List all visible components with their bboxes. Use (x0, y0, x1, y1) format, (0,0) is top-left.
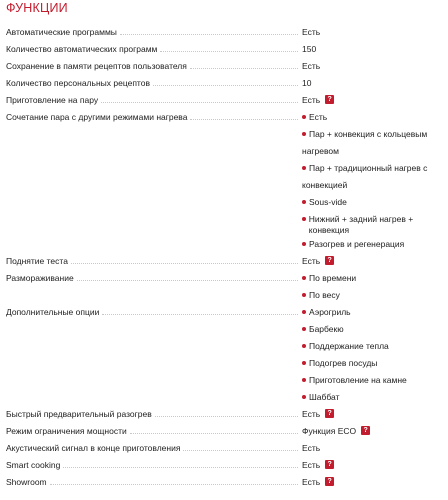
spec-value-cell (302, 92, 448, 109)
spec-value-cell (302, 75, 448, 92)
spec-value-cell (302, 253, 448, 270)
spec-label-cell (6, 457, 302, 474)
spec-value: Есть (302, 256, 321, 266)
dotted-leader (153, 78, 298, 86)
spec-label: Акустический сигнал в конце приготовления (6, 443, 181, 453)
spec-list-item (302, 287, 448, 304)
spec-label-cell (6, 92, 302, 109)
spec-value-cell (302, 41, 448, 58)
spec-row (6, 406, 448, 423)
spec-list-item-text: Пар + традиционный нагрев с конвекцией (302, 163, 428, 190)
red-dot-icon (302, 293, 306, 297)
spec-label-cell (6, 474, 302, 491)
dotted-leader (50, 477, 298, 485)
spec-value: Есть (302, 460, 321, 470)
spec-label-cell (6, 75, 302, 92)
spec-value: Функция ECO (302, 426, 357, 436)
spec-label: Showroom (6, 477, 47, 487)
spec-list-item-text: Поддержание тепла (309, 341, 389, 351)
spec-row (6, 75, 448, 92)
spec-label: Режим ограничения мощности (6, 426, 127, 436)
spec-label: Размораживание (6, 273, 74, 283)
spec-value-cell (302, 304, 448, 406)
spec-list-item-text: По времени (309, 273, 357, 283)
red-dot-icon (302, 276, 306, 280)
spec-label: Smart cooking (6, 460, 61, 470)
spec-list-item (302, 126, 448, 160)
red-dot-icon (302, 217, 306, 221)
spec-list-item-text: По весу (309, 290, 340, 300)
section-title: ФУНКЦИИ (6, 1, 68, 15)
spec-value-cell (302, 109, 448, 253)
spec-value-line (302, 58, 448, 75)
spec-list-item-text: Sous-vide (309, 197, 347, 207)
spec-value-line (302, 24, 448, 41)
spec-value-line (302, 406, 448, 423)
spec-value-line (302, 41, 448, 58)
spec-label: Быстрый предварительный разогрев (6, 409, 152, 419)
spec-row (6, 474, 448, 491)
spec-value-line (302, 474, 448, 491)
spec-value: 10 (302, 78, 312, 88)
spec-list-item (302, 372, 448, 389)
spec-list-item (302, 211, 448, 236)
spec-value-line (302, 440, 448, 457)
spec-label: Дополнительные опции (6, 307, 100, 317)
spec-value-cell (302, 406, 448, 423)
spec-list-item-text: Подогрев посуды (309, 358, 378, 368)
spec-value-line (302, 423, 448, 440)
spec-value-cell (302, 457, 448, 474)
question-mark-icon[interactable]: ? (325, 460, 334, 469)
spec-list-item (302, 160, 448, 194)
red-dot-icon (302, 200, 306, 204)
spec-value: Есть (302, 443, 321, 453)
spec-row (6, 440, 448, 457)
spec-value-line (302, 253, 448, 270)
dotted-leader (190, 112, 298, 120)
question-mark-icon[interactable]: ? (361, 426, 370, 435)
question-mark-icon[interactable]: ? (325, 256, 334, 265)
spec-row (6, 58, 448, 75)
spec-list-item-text: Пар + конвекция с кольцевым нагревом (302, 129, 428, 156)
dotted-leader (130, 426, 298, 434)
dotted-leader (155, 409, 298, 417)
spec-row (6, 92, 448, 109)
spec-label-cell (6, 440, 302, 457)
dotted-leader (71, 256, 298, 264)
spec-label: Сохранение в памяти рецептов пользователя (6, 61, 187, 71)
red-dot-icon (302, 378, 306, 382)
spec-value-cell (302, 440, 448, 457)
spec-label-cell (6, 423, 302, 440)
spec-list-item-text: Разогрев и регенерация (309, 239, 405, 249)
spec-label-cell (6, 304, 302, 406)
spec-label-cell (6, 253, 302, 270)
spec-value: 150 (302, 44, 317, 54)
spec-list-item (302, 194, 448, 211)
red-dot-icon (302, 132, 306, 136)
question-mark-icon[interactable]: ? (325, 95, 334, 104)
spec-value-line (302, 75, 448, 92)
spec-row (6, 423, 448, 440)
spec-label-cell (6, 24, 302, 41)
spec-label-cell (6, 41, 302, 58)
spec-label: Сочетание пара с другими режимами нагрева (6, 112, 188, 122)
red-dot-icon (302, 327, 306, 331)
spec-label: Приготовление на пару (6, 95, 99, 105)
spec-list-item (302, 389, 448, 406)
dotted-leader (190, 61, 298, 69)
spec-label-cell (6, 58, 302, 75)
red-dot-icon (302, 310, 306, 314)
spec-list-item (302, 304, 448, 321)
red-dot-icon (302, 166, 306, 170)
red-dot-icon (302, 115, 306, 119)
spec-list-item (302, 270, 448, 287)
spec-label-cell (6, 406, 302, 423)
spec-list-item-text: Приготовление на камне (309, 375, 407, 385)
spec-row (6, 253, 448, 270)
spec-row (6, 109, 448, 253)
dotted-leader (63, 460, 298, 468)
dotted-leader (77, 273, 298, 281)
dotted-leader (101, 95, 298, 103)
dotted-leader (160, 44, 298, 52)
red-dot-icon (302, 344, 306, 348)
spec-value: Есть (302, 95, 321, 105)
spec-list-item (302, 236, 448, 253)
spec-value-line (302, 92, 448, 109)
spec-list-item-text: Барбекю (309, 324, 344, 334)
spec-list-item-text: Шаббат (309, 392, 340, 402)
spec-list-item-text: Аэрогриль (309, 307, 351, 317)
dotted-leader (183, 443, 298, 451)
spec-value-cell (302, 24, 448, 41)
spec-row (6, 304, 448, 406)
spec-value: Есть (302, 27, 321, 37)
spec-table (6, 24, 448, 491)
spec-list-item-text: Нижний + задний нагрев + конвекция (308, 214, 414, 235)
spec-label: Поднятие теста (6, 256, 68, 266)
spec-label-cell (6, 109, 302, 253)
red-dot-icon (302, 395, 306, 399)
question-mark-icon[interactable]: ? (325, 477, 334, 486)
dotted-leader (102, 307, 298, 315)
spec-row (6, 24, 448, 41)
spec-list-item-text: Есть (309, 112, 328, 122)
spec-value: Есть (302, 61, 321, 71)
spec-list-item (302, 338, 448, 355)
spec-value-cell (302, 270, 448, 304)
spec-value-cell (302, 474, 448, 491)
spec-row (6, 457, 448, 474)
spec-list-item (302, 109, 448, 126)
spec-label: Количество автоматических программ (6, 44, 158, 54)
spec-value: Есть (302, 477, 321, 487)
spec-label-cell (6, 270, 302, 304)
spec-value-cell (302, 58, 448, 75)
spec-row (6, 41, 448, 58)
red-dot-icon (302, 361, 306, 365)
spec-list-item (302, 321, 448, 338)
spec-list-item (302, 355, 448, 372)
spec-value: Есть (302, 409, 321, 419)
question-mark-icon[interactable]: ? (325, 409, 334, 418)
spec-value-cell (302, 423, 448, 440)
spec-label: Количество персональных рецептов (6, 78, 150, 88)
spec-value-line (302, 457, 448, 474)
dotted-leader (120, 27, 298, 35)
spec-row (6, 270, 448, 304)
spec-label: Автоматические программы (6, 27, 117, 37)
red-dot-icon (302, 242, 306, 246)
